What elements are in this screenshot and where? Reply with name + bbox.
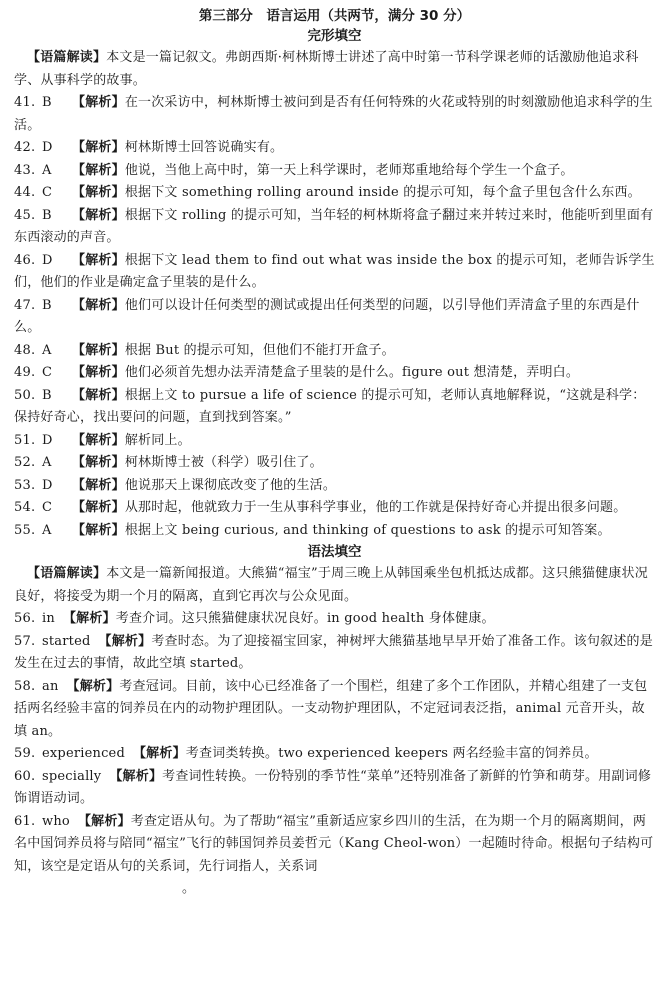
item-number: 44.	[14, 185, 36, 200]
item-answer: B	[42, 387, 52, 403]
analysis-tag: 【解析】	[132, 746, 186, 761]
answer-page	[14, 6, 655, 901]
item-answer: specially	[42, 768, 102, 784]
item-number: 57.	[14, 633, 36, 649]
answer-item	[14, 631, 655, 676]
grammar-answer-list	[14, 608, 655, 878]
item-answer: D	[42, 477, 53, 493]
item-number: 61.	[14, 813, 36, 829]
answer-item	[14, 520, 655, 543]
answer-item	[14, 676, 655, 744]
analysis-tag: 【解析】	[98, 633, 152, 649]
analysis-tag: 【解析】	[72, 455, 125, 470]
item-number: 53.	[14, 477, 36, 493]
item-number: 50.	[14, 387, 36, 403]
analysis-text: 考查定语从句。为了帮助“福宝”重新适应家乡四川的生活，在为期一个月的隔离期间，两名中国饲养员将与陪同“福宝”飞行的韩国饲养员姜哲元（Kang Cheol-won）一起随时待命。根据句子结构可知，该空是定语从句的关系词，先行词指人，关系词	[14, 813, 654, 874]
item-answer: D	[42, 140, 53, 155]
analysis-text: 从那时起，他就致力于一生从事科学事业，他的工作就是保持好奇心并提出很多问题。	[124, 500, 627, 515]
answer-item	[14, 205, 655, 250]
answer-item	[14, 608, 655, 631]
answer-item	[14, 475, 655, 498]
analysis-text: 考查介词。这只熊猫健康状况良好。in good health 身体健康。	[115, 611, 495, 626]
analysis-text: 他说那天上课彻底改变了他的生活。	[124, 477, 337, 493]
analysis-text: 解析同上。	[124, 432, 191, 448]
answer-item	[14, 811, 655, 879]
item-answer: who	[42, 813, 70, 829]
analysis-tag: 【解析】	[72, 95, 125, 110]
analysis-text: 根据上文 to pursue a life of science 的提示可知，老师认真地解释说，“这就是科学：保持好奇心，找出要问的问题，直到找到答案。”	[14, 387, 646, 425]
item-answer: D	[42, 432, 53, 448]
analysis-tag: 【解析】	[66, 678, 120, 694]
item-number: 43.	[14, 162, 36, 178]
item-number: 51.	[14, 432, 36, 448]
analysis-tag: 【解析】	[72, 387, 125, 403]
item-answer: A	[42, 522, 52, 538]
grammar-section-title: 语法填空	[307, 544, 362, 560]
item-number: 46.	[14, 252, 36, 268]
analysis-text: 考查时态。为了迎接福宝回家，神树坪大熊猫基地早早开始了准备工作。该句叙述的是发生在过去的事情，故此空填 started。	[14, 633, 653, 671]
cloze-section-title: 完形填空	[307, 28, 362, 44]
item-answer: B	[42, 207, 52, 223]
analysis-text: 他们可以设计任何类型的测试或提出任何类型的问题，以引导他们弄清盒子里的东西是什么。	[14, 297, 640, 335]
analysis-tag: 【解析】	[77, 813, 131, 829]
analysis-tag: 【解析】	[72, 342, 125, 358]
item-number: 45.	[14, 207, 36, 223]
analysis-tag: 【解析】	[72, 522, 125, 538]
intro-tag: 【语篇解读】	[27, 566, 107, 581]
answer-item	[14, 92, 655, 137]
grammar-intro	[14, 563, 655, 608]
item-answer: B	[42, 95, 52, 110]
answer-item	[14, 295, 655, 340]
part-title: 第三部分 语言运用（共两节，满分 30 分）	[198, 8, 471, 24]
analysis-text: 在一次采访中，柯林斯博士被问到是否有任何特殊的火花或特别的时刻激励他追求科学的生活。	[14, 95, 653, 133]
intro-text: 本文是一篇记叙文。弗朗西斯·柯林斯博士讲述了高中时第一节科学课老师的话激励他追求科学、从事科学的故事。	[14, 50, 639, 88]
item-answer: started	[42, 633, 91, 649]
analysis-text: 他说，当他上高中时，第一天上科学课时，老师郑重地给每个学生一个盒子。	[124, 162, 574, 178]
answer-item	[14, 340, 655, 363]
analysis-text: 根据下文 lead them to find out what was inside the box 的提示可知，老师告诉学生们，他们的作业是确定盒子里装的是什么。	[14, 252, 655, 290]
trailing-mark: 。	[182, 881, 196, 896]
analysis-text: 根据下文 rolling 的提示可知，当年轻的柯林斯将盒子翻过来并转过来时，他能听到里面有东西滚动的声音。	[14, 207, 654, 245]
analysis-text: 根据 But 的提示可知，但他们不能打开盒子。	[124, 342, 395, 358]
item-number: 59.	[14, 746, 36, 761]
answer-item	[14, 497, 655, 520]
analysis-tag: 【解析】	[72, 432, 125, 448]
item-answer: B	[42, 297, 52, 313]
analysis-tag: 【解析】	[72, 185, 125, 200]
item-answer: C	[42, 500, 53, 515]
analysis-text: 考查词性转换。一份特别的季节性“菜单”还特别准备了新鲜的竹笋和萌芽。用副词修饰谓语动词。	[14, 768, 652, 806]
analysis-text: 柯林斯博士被（科学）吸引住了。	[124, 455, 323, 470]
analysis-tag: 【解析】	[72, 140, 125, 155]
answer-item	[14, 430, 655, 453]
analysis-tag: 【解析】	[72, 365, 125, 380]
item-answer: experienced	[42, 746, 125, 761]
answer-item	[14, 160, 655, 183]
item-number: 42.	[14, 140, 36, 155]
item-answer: A	[42, 162, 52, 178]
item-answer: C	[42, 185, 53, 200]
answer-item	[14, 182, 655, 205]
item-number: 56.	[14, 611, 36, 626]
item-number: 58.	[14, 678, 36, 694]
answer-item	[14, 137, 655, 160]
item-answer: A	[42, 455, 52, 470]
item-answer: an	[42, 678, 59, 694]
analysis-text: 根据下文 something rolling around inside 的提示可知，每个盒子里包含什么东西。	[124, 185, 641, 200]
answer-item	[14, 250, 655, 295]
cloze-intro	[14, 47, 655, 92]
answer-item	[14, 385, 655, 430]
analysis-text: 考查冠词。目前，该中心已经准备了一个围栏，组建了多个工作团队，并精心组建了一支包括两名经验丰富的饲养员在内的动物护理团队。一支动物护理团队，不定冠词表泛指，animal 元音开头，故填 an。	[14, 678, 648, 739]
answer-item	[14, 452, 655, 475]
analysis-text: 他们必须首先想办法弄清楚盒子里装的是什么。figure out 想清楚，弄明白。	[124, 365, 580, 380]
item-number: 48.	[14, 342, 36, 358]
item-answer: D	[42, 252, 53, 268]
answer-item	[14, 766, 655, 811]
analysis-tag: 【解析】	[72, 162, 125, 178]
cloze-answer-list	[14, 92, 655, 542]
item-number: 55.	[14, 522, 36, 538]
item-number: 49.	[14, 365, 36, 380]
answer-item	[14, 362, 655, 385]
item-answer: in	[42, 611, 55, 626]
analysis-tag: 【解析】	[72, 297, 125, 313]
item-number: 60.	[14, 768, 36, 784]
analysis-tag: 【解析】	[72, 477, 125, 493]
item-answer: C	[42, 365, 53, 380]
analysis-text: 考查词类转换。two experienced keepers 两名经验丰富的饲养员。	[185, 746, 598, 761]
item-number: 52.	[14, 455, 36, 470]
analysis-text: 根据上文 being curious, and thinking of questions to ask 的提示可知答案。	[124, 522, 611, 538]
analysis-tag: 【解析】	[72, 500, 125, 515]
analysis-tag: 【解析】	[72, 252, 125, 268]
analysis-tag: 【解析】	[109, 768, 163, 784]
analysis-tag: 【解析】	[72, 207, 125, 223]
answer-item	[14, 743, 655, 766]
item-number: 54.	[14, 500, 36, 515]
analysis-tag: 【解析】	[62, 611, 116, 626]
item-answer: A	[42, 342, 52, 358]
analysis-text: 柯林斯博士回答说确实有。	[124, 140, 284, 155]
item-number: 47.	[14, 297, 36, 313]
intro-tag: 【语篇解读】	[27, 50, 107, 65]
intro-text: 本文是一篇新闻报道。大熊猫“福宝”于周三晚上从韩国乘坐包机抵达成都。这只熊猫健康状况良好，将接受为期一个月的隔离，直到它再次与公众见面。	[14, 566, 648, 604]
item-number: 41.	[14, 95, 36, 110]
